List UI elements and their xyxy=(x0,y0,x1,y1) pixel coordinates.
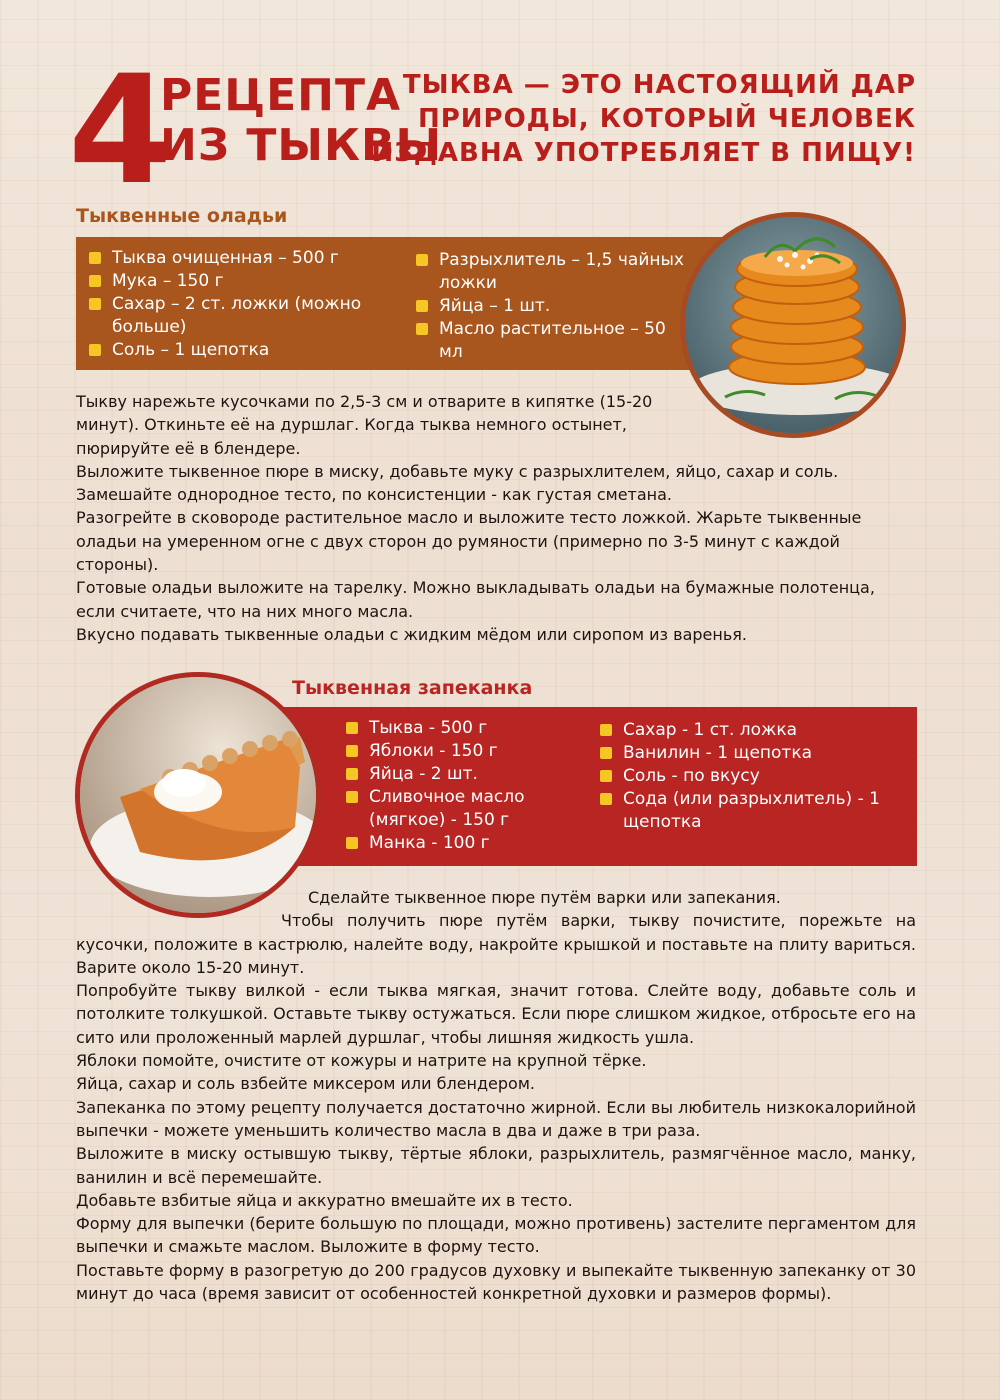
recipe1-ingredients-left xyxy=(89,247,379,362)
tagline-line-2: ПРИРОДЫ, КОТОРЫЙ ЧЕЛОВЕК xyxy=(417,104,916,134)
recipe2-step: Добавьте взбитые яйца и аккуратно вмешайте их в тесто. xyxy=(76,1190,573,1210)
bullet-icon xyxy=(346,745,358,757)
bullet-icon xyxy=(600,747,612,759)
recipe1-steps xyxy=(76,390,886,646)
ingredient-item: Тыква - 500 г xyxy=(346,717,566,740)
bullet-icon xyxy=(346,722,358,734)
recipe2-ingredients-left xyxy=(346,717,566,855)
recipe1-ingredients-right xyxy=(416,249,686,364)
recipe1-step: Выложите тыквенное пюре в миску, добавьте муку с разрыхлителем, яйцо, сахар и соль. Замешайте однородное тесто, по консистенции - как густая сметана. xyxy=(76,461,839,505)
ingredient-item: Сахар - 1 ст. ложка xyxy=(600,719,880,742)
bullet-icon xyxy=(416,254,428,266)
ingredient-item: Ванилин - 1 щепотка xyxy=(600,742,880,765)
ingredient-item: Соль - по вкусу xyxy=(600,765,880,788)
ingredient-item: Сахар – 2 ст. ложки (можно больше) xyxy=(89,293,379,339)
bullet-icon xyxy=(89,275,101,287)
recipe2-step: Выложите в миску остывшую тыкву, тёртые яблоки, разрыхлитель, размягчённое масло, манку, ванилин и всё перемешайте. xyxy=(76,1144,916,1187)
recipe2-step: Сделайте тыквенное пюре путём варки или запекания. xyxy=(308,888,781,907)
bullet-icon xyxy=(346,791,358,803)
ingredient-item: Манка - 100 г xyxy=(346,832,566,855)
recipe2-ingredients-right xyxy=(600,719,880,834)
title-line-2: ИЗ ТЫКВЫ xyxy=(160,120,443,171)
recipe2-ingredients-panel xyxy=(230,707,917,866)
pumpkin-pie-photo xyxy=(75,672,321,918)
recipe1-title: Тыквенные оладьи xyxy=(76,205,288,227)
big-number-4: 4 xyxy=(68,44,169,218)
bullet-icon xyxy=(89,344,101,356)
bullet-icon xyxy=(89,252,101,264)
recipe2-title: Тыквенная запеканка xyxy=(292,677,533,699)
recipe2-step: Яйца, сахар и соль взбейте миксером или блендером. xyxy=(76,1074,535,1094)
title-line-1: РЕЦЕПТА xyxy=(160,70,402,121)
bullet-icon xyxy=(89,298,101,310)
ingredient-item: Мука – 150 г xyxy=(89,270,379,293)
recipe2-steps xyxy=(76,886,916,1305)
ingredient-item: Масло растительное – 50 мл xyxy=(416,318,686,364)
recipe2-step: Чтобы получить пюре путём варки, тыкву почистите, порежьте на кусочки, положите в кастрюлю, налейте воду, накройте крышкой и поставьте на плиту вариться. Варите около 15-20 минут. xyxy=(76,911,916,977)
bullet-icon xyxy=(416,300,428,312)
recipe1-step: Разогрейте в сковороде растительное масло и выложите тесто ложкой. Жарьте тыквенные оладьи на умеренном огне с двух сторон до румяности (примерно по 3-5 минут с каждой стороны). xyxy=(76,508,862,575)
ingredient-item: Яйца – 1 шт. xyxy=(416,295,686,318)
ingredient-item: Яйца - 2 шт. xyxy=(346,763,566,786)
ingredient-item: Сода (или разрыхлитель) - 1 щепотка xyxy=(600,788,880,834)
tagline-line-1: ТЫКВА — ЭТО НАСТОЯЩИЙ ДАР xyxy=(402,70,916,100)
recipe2-step: Запеканка по этому рецепту получается достаточно жирной. Если вы любитель низкокалорийной выпечки - можете уменьшить количество масла в два и даже в три раза. xyxy=(76,1097,916,1140)
bullet-icon xyxy=(346,768,358,780)
recipe1-step: Готовые оладьи выложите на тарелку. Можно выкладывать оладьи на бумажные полотенца, если считаете, что на них много масла. xyxy=(76,578,875,621)
recipe1-step: Вкусно подавать тыквенные оладьи с жидким мёдом или сиропом из варенья. xyxy=(76,624,747,644)
recipe1-step: Тыкву нарежьте кусочками по 2,5-3 см и отварите в кипятке (15-20 минут). Откиньте её на дуршлаг. Когда тыква немного остынет, пюрируйте её в блендере. xyxy=(76,392,653,458)
bullet-icon xyxy=(416,323,428,335)
recipe2-step: Форму для выпечки (берите большую по площади, можно противень) застелите пергаментом для выпечки и смажьте маслом. Выложите в форму тесто. xyxy=(76,1214,916,1257)
recipe2-step: Попробуйте тыкву вилкой - если тыква мягкая, значит готова. Слейте воду, добавьте соль и потолките толкушкой. Оставьте тыкву остужаться. Если пюре слишком жидкое, отбросьте его на сито или проложенный марлей дуршлаг, чтобы лишняя жидкость ушла. xyxy=(76,981,916,1047)
bullet-icon xyxy=(346,837,358,849)
ingredient-item: Соль – 1 щепотка xyxy=(89,339,379,362)
recipe1-ingredients-panel xyxy=(76,237,736,370)
ingredient-item: Тыква очищенная – 500 г xyxy=(89,247,379,270)
bullet-icon xyxy=(600,793,612,805)
recipe2-step: Поставьте форму в разогретую до 200 градусов духовку и выпекайте тыквенную запеканку от 30 минут до часа (время зависит от особенностей конкретной духовки и размеров формы). xyxy=(76,1260,916,1304)
bullet-icon xyxy=(600,770,612,782)
ingredient-item: Сливочное масло (мягкое) - 150 г xyxy=(346,786,566,832)
tagline-line-3: ИЗДАВНА УПОТРЕБЛЯЕТ В ПИЩУ! xyxy=(371,138,916,168)
ingredient-item: Яблоки - 150 г xyxy=(346,740,566,763)
recipe2-step: Яблоки помойте, очистите от кожуры и натрите на крупной тёрке. xyxy=(76,1051,647,1071)
bullet-icon xyxy=(600,724,612,736)
ingredient-item: Разрыхлитель – 1,5 чайных ложки xyxy=(416,249,686,295)
